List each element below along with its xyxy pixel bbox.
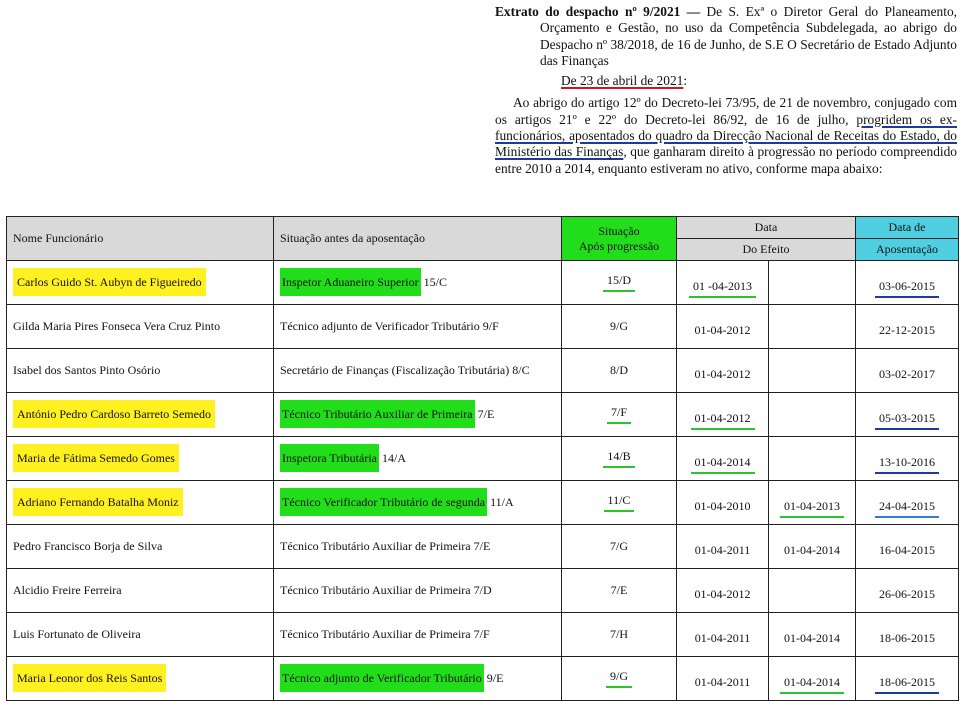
- table-row: [7, 657, 959, 701]
- effect-date-2-text: 01-04-2014: [784, 631, 840, 645]
- employee-name: [7, 305, 274, 349]
- effect-date-1-text: 01-04-2012: [694, 367, 751, 381]
- retirement-date: [856, 569, 959, 613]
- retirement-date-text: 18-06-2015: [875, 675, 939, 694]
- employee-name-text: Maria Leonor dos Reis Santos: [13, 664, 166, 692]
- retirement-date: [856, 481, 959, 525]
- retirement-date: [856, 613, 959, 657]
- situation-after: [562, 437, 677, 481]
- retirement-date: [856, 525, 959, 569]
- effect-date-2: [769, 525, 856, 569]
- effect-date-2: [769, 657, 856, 701]
- table-row: [7, 569, 959, 613]
- dispatch-title: [495, 4, 957, 69]
- effect-date-1-text: 01-04-2014: [691, 455, 755, 474]
- effect-date-1-text: 01-04-2012: [694, 587, 751, 601]
- situation-after: [562, 525, 677, 569]
- prior-situation-text: Técnico Tributário Auxiliar de Primeira 7/F: [280, 627, 490, 641]
- effect-date-2: [769, 261, 856, 305]
- effect-date-1: [677, 657, 769, 701]
- effect-date-1-text: 01 -04-2013: [689, 279, 756, 298]
- employee-name: [7, 261, 274, 305]
- situation-after-text: 15/D: [603, 273, 635, 292]
- dispatch-title-bold: Extrato do despacho nº 9/2021 —: [495, 4, 701, 19]
- employee-name-text: António Pedro Cardoso Barreto Semedo: [13, 400, 215, 428]
- header-effect: Do Efeito: [677, 239, 856, 261]
- situation-after: [562, 349, 677, 393]
- effect-date-1: [677, 525, 769, 569]
- effect-date-1-text: 01-04-2011: [694, 631, 751, 645]
- header-situation-line2: Após progressão: [578, 238, 660, 253]
- situation-after-text: 7/E: [610, 583, 628, 597]
- retirement-date: [856, 349, 959, 393]
- situation-after-text: 14/B: [603, 449, 634, 468]
- prior-situation-text: Técnico Tributário Auxiliar de Primeira: [280, 400, 475, 428]
- effect-date-2: [769, 349, 856, 393]
- dispatch-body: [495, 95, 957, 176]
- retirement-date: [856, 305, 959, 349]
- document-header: [495, 4, 957, 177]
- retirement-date-text: 24-04-2015: [875, 499, 939, 518]
- effect-date-1: [677, 261, 769, 305]
- effect-date-1: [677, 305, 769, 349]
- prior-grade: 7/E: [474, 407, 495, 421]
- effect-date-1-text: 01-04-2011: [694, 675, 751, 689]
- effect-date-1: [677, 613, 769, 657]
- table-row: [7, 481, 959, 525]
- header-situation-line1: Situação: [598, 223, 640, 238]
- header-prior-situation: Situação antes da aposentação: [274, 217, 562, 261]
- retirement-date-text: 05-03-2015: [875, 411, 939, 430]
- prior-situation: [274, 393, 562, 437]
- dispatch-body-b: , que ganharam direito à progressão no período compreendido entre 2010 a 2014, enquanto estiveram no ativo, conforme mapa abaixo:: [495, 144, 957, 176]
- employee-name-text: Luis Fortunato de Oliveira: [13, 627, 141, 641]
- effect-date-2-text: 01-04-2013: [780, 499, 844, 518]
- retirement-date-text: 16-04-2015: [879, 543, 935, 557]
- retirement-date-text: 18-06-2015: [879, 631, 935, 645]
- employee-name: [7, 437, 274, 481]
- situation-after: [562, 393, 677, 437]
- prior-situation: [274, 525, 562, 569]
- table-row: [7, 437, 959, 481]
- retirement-date-text: 03-02-2017: [879, 367, 935, 381]
- employee-name-text: Alcidio Freire Ferreira: [13, 583, 122, 597]
- situation-after-text: 7/G: [610, 539, 628, 553]
- prior-situation: [274, 349, 562, 393]
- employee-name: [7, 393, 274, 437]
- prior-situation-text: Técnico Verificador Tributário de segunda: [280, 488, 487, 516]
- employee-name: [7, 657, 274, 701]
- employee-name-text: Carlos Guido St. Aubyn de Figueiredo: [13, 268, 206, 296]
- prior-situation-text: Técnico adjunto de Verificador Tributário: [280, 664, 484, 692]
- employee-name: [7, 613, 274, 657]
- effect-date-1: [677, 481, 769, 525]
- employee-name-text: Isabel dos Santos Pinto Osório: [13, 363, 161, 377]
- effect-date-1: [677, 437, 769, 481]
- dispatch-title-rest: De S. Exª o Diretor Geral do Planeamento, Orçamento e Gestão, no uso da Competência Subdelegada, ao abrigo do Despacho nº 38/2018, de 16 de Junho, de S.E O Secretário de Estado Adjunto das Finanças: [540, 4, 958, 68]
- situation-after-text: 9/G: [606, 669, 632, 688]
- header-situation: [562, 217, 677, 261]
- dispatch-date-line: [495, 73, 957, 89]
- table-row: [7, 349, 959, 393]
- prior-situation-text: Técnico Tributário Auxiliar de Primeira 7/D: [280, 583, 492, 597]
- table-row: [7, 393, 959, 437]
- effect-date-2: [769, 569, 856, 613]
- situation-after-text: 11/C: [604, 493, 635, 512]
- employee-name: [7, 569, 274, 613]
- situation-after: [562, 305, 677, 349]
- prior-grade: 9/E: [483, 671, 504, 685]
- prior-situation-text: Secretário de Finanças (Fiscalização Tributária) 8/C: [280, 363, 530, 377]
- effect-date-1-text: 01-04-2012: [694, 323, 751, 337]
- header-date: Data: [677, 217, 856, 239]
- effect-date-1: [677, 393, 769, 437]
- situation-after-text: 7/H: [610, 627, 628, 641]
- prior-situation: [274, 261, 562, 305]
- situation-after: [562, 261, 677, 305]
- dispatch-body-underlined: progridem os ex-funcionários, aposentados do quadro da Direcção Nacional de Receitas do Estado, do Ministério das Finanças: [495, 111, 957, 160]
- retirement-date-text: 03-06-2015: [875, 279, 939, 298]
- effect-date-2: [769, 305, 856, 349]
- retirement-date: [856, 437, 959, 481]
- table-row: [7, 261, 959, 305]
- retirement-date: [856, 393, 959, 437]
- prior-situation: [274, 437, 562, 481]
- retirement-date-text: 22-12-2015: [879, 323, 935, 337]
- progression-table: [6, 216, 959, 701]
- dispatch-date: De 23 de abril de 2021: [561, 73, 684, 89]
- effect-date-1: [677, 349, 769, 393]
- dispatch-date-colon: :: [683, 73, 688, 89]
- employee-name-text: Pedro Francisco Borja de Silva: [13, 539, 163, 553]
- header-retirement-line2: Aposentação: [856, 239, 959, 261]
- situation-after-text: 8/D: [610, 363, 628, 377]
- employee-name-text: Adriano Fernando Batalha Moniz: [13, 488, 183, 516]
- effect-date-1-text: 01-04-2011: [694, 543, 751, 557]
- situation-after-text: 7/F: [607, 405, 631, 424]
- employee-name: [7, 525, 274, 569]
- prior-situation: [274, 657, 562, 701]
- prior-situation: [274, 481, 562, 525]
- effect-date-1: [677, 569, 769, 613]
- effect-date-2: [769, 437, 856, 481]
- effect-date-2: [769, 613, 856, 657]
- prior-grade: 14/A: [379, 451, 406, 465]
- header-retirement-line1: Data de: [856, 217, 959, 239]
- prior-situation: [274, 613, 562, 657]
- employee-name: [7, 481, 274, 525]
- situation-after: [562, 481, 677, 525]
- effect-date-1-text: 01-04-2010: [694, 499, 751, 513]
- situation-after: [562, 569, 677, 613]
- situation-after-text: 9/G: [610, 319, 628, 333]
- prior-situation-text: Inspetora Tributária: [280, 444, 379, 472]
- header-name: Nome Funcionário: [7, 217, 274, 261]
- table-row: [7, 305, 959, 349]
- prior-situation-text: Técnico adjunto de Verificador Tributário 9/F: [280, 319, 499, 333]
- employee-name-text: Gilda Maria Pires Fonseca Vera Cruz Pinto: [13, 319, 221, 333]
- situation-after: [562, 657, 677, 701]
- prior-situation: [274, 569, 562, 613]
- retirement-date: [856, 261, 959, 305]
- effect-date-2-text: 01-04-2014: [784, 543, 840, 557]
- prior-situation-text: Técnico Tributário Auxiliar de Primeira 7/E: [280, 539, 491, 553]
- prior-situation-text: Inspetor Aduaneiro Superior: [280, 268, 421, 296]
- dispatch-body-a: Ao abrigo do artigo 12º do Decreto-lei 73/95, de 21 de novembro, conjugado com os artigos 21º e 22º do Decreto-lei 86/92, de 16 de julho,: [495, 95, 957, 127]
- table-row: [7, 613, 959, 657]
- prior-situation: [274, 305, 562, 349]
- employee-name-text: Maria de Fátima Semedo Gomes: [13, 444, 179, 472]
- retirement-date: [856, 657, 959, 701]
- effect-date-2: [769, 393, 856, 437]
- effect-date-2: [769, 481, 856, 525]
- situation-after: [562, 613, 677, 657]
- table-row: [7, 525, 959, 569]
- prior-grade: 11/A: [487, 495, 514, 509]
- retirement-date-text: 26-06-2015: [879, 587, 935, 601]
- employee-name: [7, 349, 274, 393]
- effect-date-2-text: 01-04-2014: [780, 675, 844, 694]
- prior-grade: 15/C: [420, 275, 447, 289]
- effect-date-1-text: 01-04-2012: [691, 411, 755, 430]
- retirement-date-text: 13-10-2016: [875, 455, 939, 474]
